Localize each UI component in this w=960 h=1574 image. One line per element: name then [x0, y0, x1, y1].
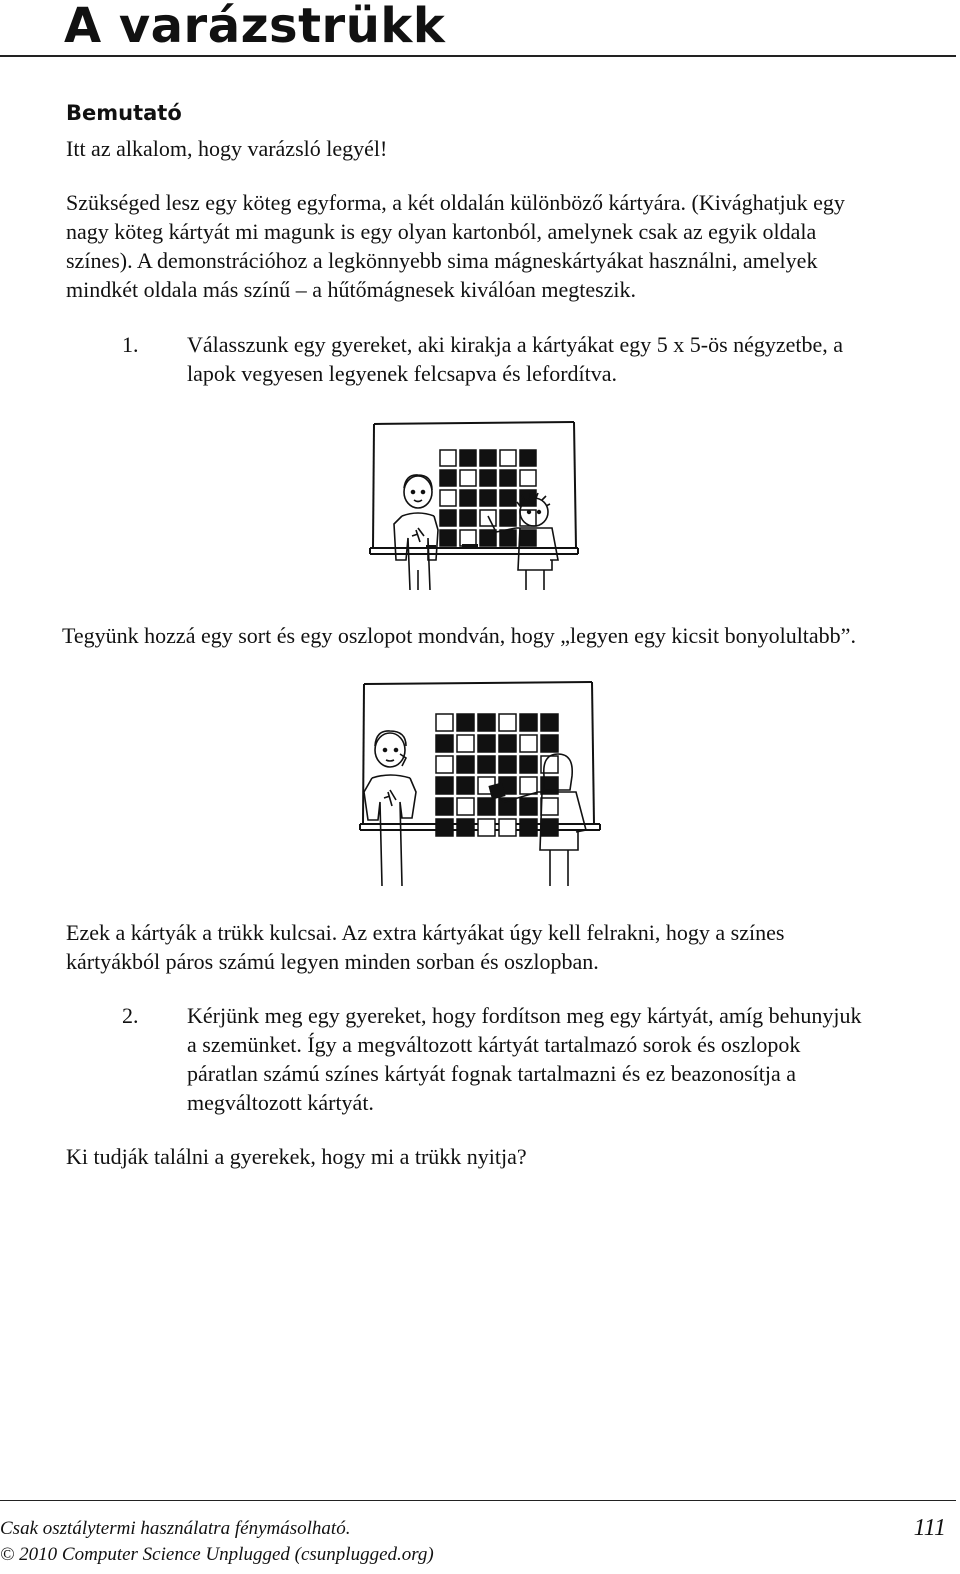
card-plain-side	[436, 714, 453, 731]
card-colored-side	[541, 735, 558, 752]
card-colored-side	[480, 530, 496, 546]
card-colored-side	[436, 777, 453, 794]
card-colored-side	[478, 735, 495, 752]
card-grid-5x5	[440, 450, 536, 546]
card-colored-side	[480, 470, 496, 486]
card-colored-side	[457, 819, 474, 836]
card-grid-6x6	[436, 714, 558, 836]
card-colored-side	[499, 756, 516, 773]
page-title: A varázstrükk	[64, 0, 446, 54]
card-plain-side	[541, 798, 558, 815]
card-colored-side	[440, 530, 456, 546]
card-colored-side	[520, 819, 537, 836]
intro-paragraph: Itt az alkalom, hogy varázsló legyél!	[66, 136, 388, 161]
card-plain-side	[460, 530, 476, 546]
left-child-figure	[364, 731, 416, 886]
step-2-line-3: páratlan számú színes kártyát fognak tartalmazni és ez beazonosítja a	[187, 1061, 797, 1086]
card-colored-side	[541, 714, 558, 731]
card-colored-side	[478, 756, 495, 773]
card-colored-side	[436, 735, 453, 752]
footer-note: Csak osztálytermi használatra fénymásolható.	[0, 1518, 351, 1539]
card-plain-side	[440, 490, 456, 506]
card-colored-side	[499, 735, 516, 752]
step-2-line-2: a szemünket. Így a megváltozott kártyát tartalmazó sorok és oszlopok	[187, 1032, 801, 1057]
question-paragraph: Ki tudják találni a gyerekek, hogy mi a trükk nyitja?	[66, 1144, 527, 1169]
card-plain-side	[457, 798, 474, 815]
card-colored-side	[436, 819, 453, 836]
step-1-line-2: lapok vegyesen legyenek felcsapva és lefordítva.	[187, 361, 618, 386]
step-2-number: 2.	[122, 1003, 139, 1028]
card-colored-side	[460, 490, 476, 506]
card-colored-side	[541, 819, 558, 836]
card-colored-side	[480, 490, 496, 506]
card-colored-side	[520, 798, 537, 815]
materials-line-2: nagy köteg kártyát mi magunk is egy olyan kartonból, amelynek csak az egyik oldala	[66, 219, 817, 244]
card-colored-side	[460, 450, 476, 466]
card-colored-side	[478, 798, 495, 815]
materials-line-1: Szükséged lesz egy köteg egyforma, a két oldalán különböző kártyára. (Kivághatjuk egy	[66, 190, 845, 215]
add-row-paragraph: Tegyünk hozzá egy sort és egy oszlopot mondván, hogy „legyen egy kicsit bonyolultabb”.	[62, 623, 856, 648]
card-colored-side	[500, 530, 516, 546]
card-plain-side	[460, 470, 476, 486]
step-2-line-1: Kérjünk meg egy gyereket, hogy fordítson meg egy kártyát, amíg behunyjuk	[187, 1003, 862, 1028]
card-colored-side	[500, 470, 516, 486]
card-colored-side	[436, 798, 453, 815]
card-colored-side	[460, 510, 476, 526]
card-colored-side	[520, 714, 537, 731]
keys-line-1: Ezek a kártyák a trükk kulcsai. Az extra kártyákat úgy kell felrakni, hogy a színes	[66, 920, 785, 945]
card-plain-side	[440, 450, 456, 466]
card-plain-side	[520, 735, 537, 752]
card-colored-side	[480, 450, 496, 466]
step-2-line-4: megváltozott kártyát.	[187, 1090, 374, 1115]
keys-line-2: kártyákból páros számú legyen minden sorban és oszlopban.	[66, 949, 599, 974]
step-1-number: 1.	[122, 332, 139, 357]
card-colored-side	[457, 714, 474, 731]
card-colored-side	[457, 777, 474, 794]
materials-line-3: színes). A demonstrációhoz a legkönnyebb sima mágneskártyákat használni, amelyek	[66, 248, 818, 273]
card-colored-side	[457, 756, 474, 773]
card-colored-side	[520, 530, 536, 546]
card-plain-side	[499, 714, 516, 731]
footer-copyright: © 2010 Computer Science Unplugged (csunplugged.org)	[0, 1544, 434, 1565]
card-colored-side	[500, 510, 516, 526]
card-colored-side	[500, 490, 516, 506]
card-plain-side	[520, 777, 537, 794]
card-colored-side	[440, 510, 456, 526]
card-plain-side	[499, 819, 516, 836]
card-colored-side	[520, 756, 537, 773]
page-number: 111	[913, 1515, 946, 1541]
card-plain-side	[520, 470, 536, 486]
card-plain-side	[500, 450, 516, 466]
illustration-5x5-board	[366, 420, 582, 590]
card-plain-side	[457, 735, 474, 752]
illustration-6x6-board	[354, 680, 606, 886]
step-1-line-1: Válasszunk egy gyereket, aki kirakja a kártyákat egy 5 x 5-ös négyzetbe, a	[187, 332, 844, 357]
card-colored-side	[478, 714, 495, 731]
card-plain-side	[436, 756, 453, 773]
card-plain-side	[480, 510, 496, 526]
section-heading: Bemutató	[66, 101, 182, 125]
left-child-figure	[394, 475, 438, 590]
card-colored-side	[520, 450, 536, 466]
card-plain-side	[478, 819, 495, 836]
title-divider	[0, 55, 956, 57]
materials-line-4: mindkét oldala más színű – a hűtőmágnesek kiválóan megteszik.	[66, 277, 637, 302]
card-colored-side	[440, 470, 456, 486]
footer-divider	[0, 1500, 956, 1501]
